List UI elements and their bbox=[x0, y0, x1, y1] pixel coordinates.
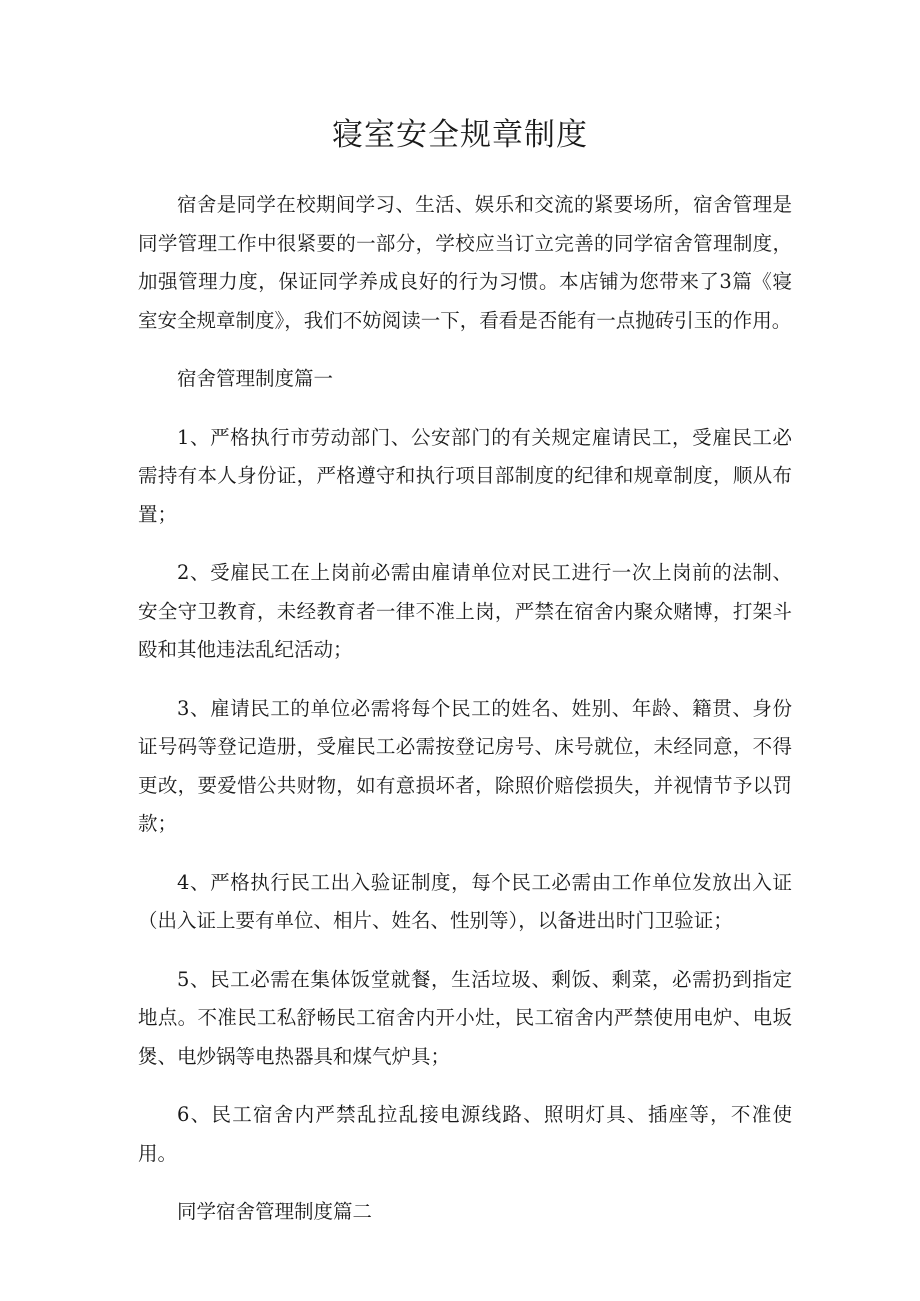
rule-item-2: 2、受雇民工在上岗前必需由雇请单位对民工进行一次上岗前的法制、安全守卫教育，未经教育者一律不准上岗，严禁在宿舍内聚众赌博，打架斗殴和其他违法乱纪活动； bbox=[138, 561, 792, 661]
rule-item-4: 4、严格执行民工出入验证制度，每个民工必需由工作单位发放出入证（出入证上要有单位、相片、姓名、性别等），以备进出时门卫验证； bbox=[138, 870, 792, 932]
document-title: 寝室安全规章制度 bbox=[332, 117, 588, 153]
rule-item-5: 5、民工必需在集体饭堂就餐，生活垃圾、剩饭、剩菜，必需扔到指定地点。不准民工私舒畅民工宿舍内开小灶，民工宿舍内严禁使用电炉、电坂煲、电炒锅等电热器具和煤气炉具； bbox=[138, 967, 792, 1068]
rule-item-6: 6、民工宿舍内严禁乱拉乱接电源线路、照明灯具、插座等，不准使用。 bbox=[138, 1103, 792, 1165]
document-body bbox=[138, 186, 792, 1252]
section-heading-1: 宿舍管理制度篇一 bbox=[177, 367, 334, 390]
rule-item-1: 1、严格执行市劳动部门、公安部门的有关规定雇请民工，受雇民工必需持有本人身份证，严格遵守和执行项目部制度的纪律和规章制度，顺从布置； bbox=[138, 425, 792, 526]
intro-paragraph: 宿舍是同学在校期间学习、生活、娱乐和交流的紧要场所，宿舍管理是同学管理工作中很紧要的一部分，学校应当订立完善的同学宿舍管理制度，加强管理力度，保证同学养成良好的行为习惯。本店铺为您带来了3篇《寝室安全规章制度》，我们不妨阅读一下，看看是否能有一点抛砖引玉的作用。 bbox=[138, 193, 792, 332]
section-heading-2: 同学宿舍管理制度篇二 bbox=[177, 1200, 373, 1223]
rule-item-3: 3、雇请民工的单位必需将每个民工的姓名、姓别、年龄、籍贯、身份证号码等登记造册，受雇民工必需按登记房号、床号就位，未经同意，不得更改，要爱惜公共财物，如有意损坏者，除照价赔偿损失，并视情节予以罚款； bbox=[138, 696, 792, 835]
